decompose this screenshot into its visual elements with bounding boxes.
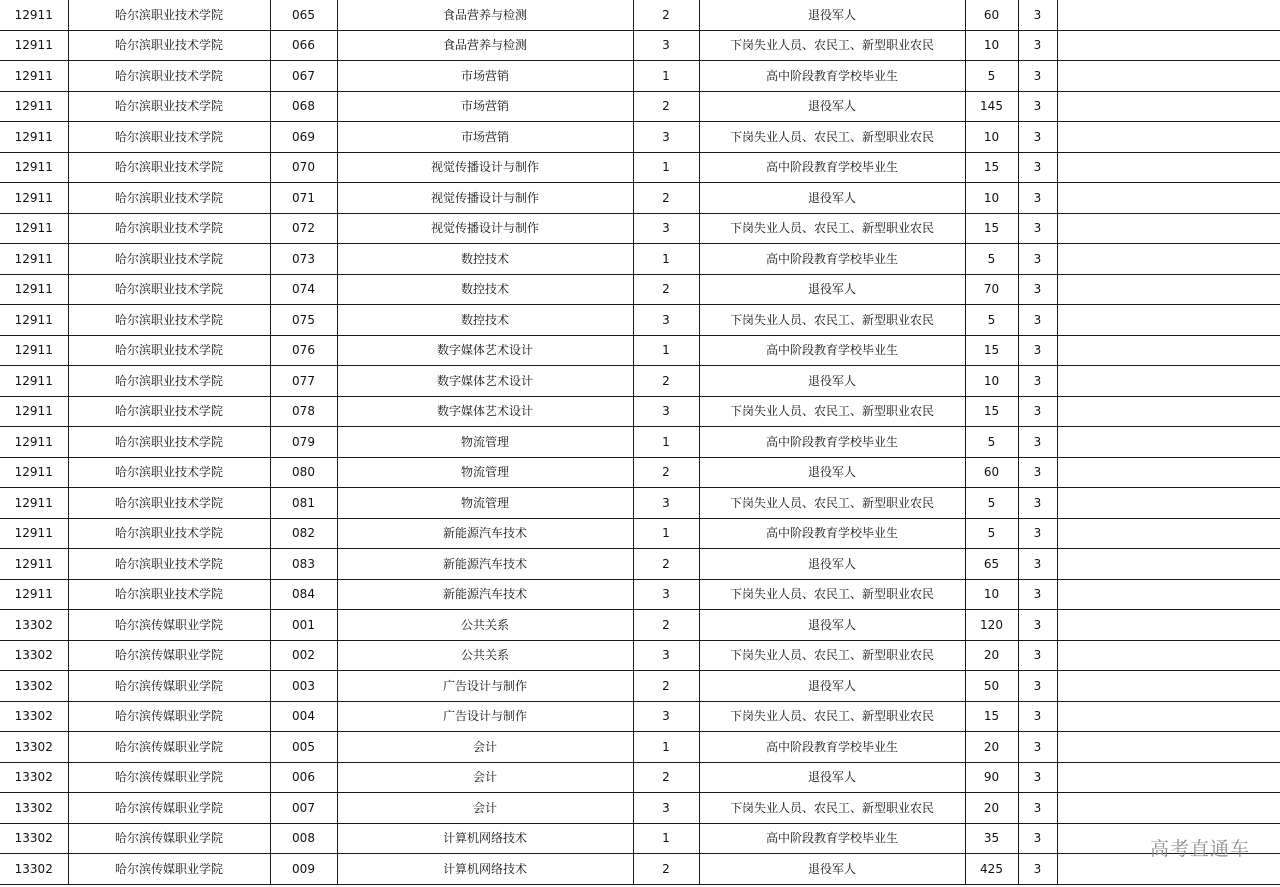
school-code-cell: 13302	[0, 732, 68, 763]
note-cell	[1057, 366, 1280, 397]
years-cell: 3	[1018, 457, 1057, 488]
years-cell: 3	[1018, 122, 1057, 153]
note-cell	[1057, 488, 1280, 519]
category-cell: 3	[633, 793, 699, 824]
table-row	[0, 671, 1280, 702]
target-group-cell: 高中阶段教育学校毕业生	[699, 732, 965, 763]
major-code-cell: 071	[270, 183, 337, 214]
category-cell: 2	[633, 854, 699, 885]
school-code-cell: 12911	[0, 91, 68, 122]
watermark-text: 高考直通车	[1149, 838, 1250, 860]
years-cell: 3	[1018, 274, 1057, 305]
target-group-cell: 下岗失业人员、农民工、新型职业农民	[699, 305, 965, 336]
table-row	[0, 701, 1280, 732]
major-name-cell: 食品营养与检测	[337, 30, 633, 61]
school-name-cell: 哈尔滨职业技术学院	[68, 488, 270, 519]
note-cell	[1057, 122, 1280, 153]
major-code-cell: 082	[270, 518, 337, 549]
major-name-cell: 广告设计与制作	[337, 671, 633, 702]
quota-cell: 10	[965, 122, 1018, 153]
major-name-cell: 视觉传播设计与制作	[337, 152, 633, 183]
years-cell: 3	[1018, 213, 1057, 244]
note-cell	[1057, 274, 1280, 305]
note-cell	[1057, 549, 1280, 580]
note-cell	[1057, 335, 1280, 366]
target-group-cell: 退役军人	[699, 854, 965, 885]
category-cell: 3	[633, 488, 699, 519]
category-cell: 1	[633, 152, 699, 183]
quota-cell: 20	[965, 793, 1018, 824]
note-cell	[1057, 396, 1280, 427]
major-code-cell: 073	[270, 244, 337, 275]
category-cell: 1	[633, 823, 699, 854]
major-code-cell: 006	[270, 762, 337, 793]
table-row	[0, 396, 1280, 427]
target-group-cell: 退役军人	[699, 91, 965, 122]
school-code-cell: 12911	[0, 396, 68, 427]
category-cell: 2	[633, 610, 699, 641]
major-code-cell: 080	[270, 457, 337, 488]
years-cell: 3	[1018, 549, 1057, 580]
major-code-cell: 070	[270, 152, 337, 183]
major-name-cell: 数字媒体艺术设计	[337, 396, 633, 427]
target-group-cell: 高中阶段教育学校毕业生	[699, 823, 965, 854]
category-cell: 2	[633, 0, 699, 30]
note-cell	[1057, 823, 1280, 854]
quota-cell: 60	[965, 457, 1018, 488]
quota-cell: 15	[965, 213, 1018, 244]
target-group-cell: 退役军人	[699, 671, 965, 702]
years-cell: 3	[1018, 701, 1057, 732]
major-code-cell: 005	[270, 732, 337, 763]
note-cell	[1057, 610, 1280, 641]
major-code-cell: 008	[270, 823, 337, 854]
major-code-cell: 065	[270, 0, 337, 30]
table-row	[0, 152, 1280, 183]
target-group-cell: 退役军人	[699, 457, 965, 488]
table-row	[0, 335, 1280, 366]
major-code-cell: 001	[270, 610, 337, 641]
quota-cell: 5	[965, 488, 1018, 519]
quota-cell: 10	[965, 366, 1018, 397]
major-code-cell: 076	[270, 335, 337, 366]
category-cell: 1	[633, 518, 699, 549]
school-code-cell: 12911	[0, 457, 68, 488]
table-row	[0, 30, 1280, 61]
school-name-cell: 哈尔滨传媒职业学院	[68, 671, 270, 702]
major-code-cell: 009	[270, 854, 337, 885]
school-name-cell: 哈尔滨职业技术学院	[68, 396, 270, 427]
table-row	[0, 122, 1280, 153]
table-row	[0, 61, 1280, 92]
quota-cell: 20	[965, 640, 1018, 671]
major-code-cell: 002	[270, 640, 337, 671]
major-code-cell: 072	[270, 213, 337, 244]
school-name-cell: 哈尔滨传媒职业学院	[68, 640, 270, 671]
quota-cell: 10	[965, 30, 1018, 61]
target-group-cell: 下岗失业人员、农民工、新型职业农民	[699, 640, 965, 671]
major-name-cell: 数字媒体艺术设计	[337, 366, 633, 397]
years-cell: 3	[1018, 823, 1057, 854]
school-code-cell: 13302	[0, 823, 68, 854]
target-group-cell: 下岗失业人员、农民工、新型职业农民	[699, 396, 965, 427]
school-name-cell: 哈尔滨职业技术学院	[68, 213, 270, 244]
years-cell: 3	[1018, 640, 1057, 671]
category-cell: 3	[633, 122, 699, 153]
category-cell: 2	[633, 91, 699, 122]
note-cell	[1057, 61, 1280, 92]
major-name-cell: 物流管理	[337, 488, 633, 519]
table-row	[0, 823, 1280, 854]
school-code-cell: 13302	[0, 762, 68, 793]
years-cell: 3	[1018, 610, 1057, 641]
major-code-cell: 075	[270, 305, 337, 336]
table-row	[0, 183, 1280, 214]
note-cell	[1057, 0, 1280, 30]
quota-cell: 5	[965, 61, 1018, 92]
quota-cell: 10	[965, 183, 1018, 214]
note-cell	[1057, 30, 1280, 61]
note-cell	[1057, 244, 1280, 275]
school-name-cell: 哈尔滨传媒职业学院	[68, 701, 270, 732]
major-code-cell: 081	[270, 488, 337, 519]
major-name-cell: 食品营养与检测	[337, 0, 633, 30]
school-code-cell: 12911	[0, 335, 68, 366]
major-name-cell: 市场营销	[337, 61, 633, 92]
major-name-cell: 公共关系	[337, 610, 633, 641]
major-name-cell: 计算机网络技术	[337, 854, 633, 885]
school-name-cell: 哈尔滨职业技术学院	[68, 91, 270, 122]
target-group-cell: 下岗失业人员、农民工、新型职业农民	[699, 488, 965, 519]
target-group-cell: 退役军人	[699, 274, 965, 305]
school-name-cell: 哈尔滨职业技术学院	[68, 0, 270, 30]
target-group-cell: 下岗失业人员、农民工、新型职业农民	[699, 122, 965, 153]
major-code-cell: 074	[270, 274, 337, 305]
table-row	[0, 518, 1280, 549]
school-name-cell: 哈尔滨职业技术学院	[68, 244, 270, 275]
years-cell: 3	[1018, 152, 1057, 183]
school-code-cell: 12911	[0, 305, 68, 336]
school-name-cell: 哈尔滨职业技术学院	[68, 274, 270, 305]
category-cell: 1	[633, 732, 699, 763]
school-code-cell: 12911	[0, 244, 68, 275]
quota-cell: 50	[965, 671, 1018, 702]
table-row	[0, 488, 1280, 519]
category-cell: 2	[633, 762, 699, 793]
school-name-cell: 哈尔滨传媒职业学院	[68, 762, 270, 793]
school-name-cell: 哈尔滨传媒职业学院	[68, 793, 270, 824]
quota-cell: 5	[965, 518, 1018, 549]
table-row	[0, 274, 1280, 305]
years-cell: 3	[1018, 518, 1057, 549]
school-name-cell: 哈尔滨传媒职业学院	[68, 854, 270, 885]
quota-cell: 15	[965, 701, 1018, 732]
quota-cell: 15	[965, 152, 1018, 183]
major-name-cell: 新能源汽车技术	[337, 579, 633, 610]
target-group-cell: 退役军人	[699, 549, 965, 580]
school-name-cell: 哈尔滨职业技术学院	[68, 30, 270, 61]
target-group-cell: 退役军人	[699, 0, 965, 30]
category-cell: 1	[633, 427, 699, 458]
target-group-cell: 退役军人	[699, 366, 965, 397]
school-code-cell: 13302	[0, 701, 68, 732]
years-cell: 3	[1018, 579, 1057, 610]
school-code-cell: 12911	[0, 366, 68, 397]
quota-cell: 10	[965, 579, 1018, 610]
school-code-cell: 12911	[0, 183, 68, 214]
school-code-cell: 13302	[0, 671, 68, 702]
target-group-cell: 退役军人	[699, 183, 965, 214]
major-name-cell: 会计	[337, 762, 633, 793]
category-cell: 2	[633, 549, 699, 580]
major-name-cell: 计算机网络技术	[337, 823, 633, 854]
target-group-cell: 高中阶段教育学校毕业生	[699, 427, 965, 458]
target-group-cell: 高中阶段教育学校毕业生	[699, 518, 965, 549]
category-cell: 2	[633, 671, 699, 702]
quota-cell: 15	[965, 396, 1018, 427]
target-group-cell: 下岗失业人员、农民工、新型职业农民	[699, 793, 965, 824]
category-cell: 1	[633, 61, 699, 92]
school-code-cell: 12911	[0, 488, 68, 519]
major-name-cell: 数控技术	[337, 274, 633, 305]
quota-cell: 5	[965, 427, 1018, 458]
note-cell	[1057, 457, 1280, 488]
target-group-cell: 高中阶段教育学校毕业生	[699, 152, 965, 183]
quota-cell: 5	[965, 244, 1018, 275]
school-code-cell: 13302	[0, 793, 68, 824]
target-group-cell: 下岗失业人员、农民工、新型职业农民	[699, 701, 965, 732]
school-code-cell: 12911	[0, 427, 68, 458]
years-cell: 3	[1018, 732, 1057, 763]
years-cell: 3	[1018, 335, 1057, 366]
major-code-cell: 069	[270, 122, 337, 153]
quota-cell: 20	[965, 732, 1018, 763]
table-row	[0, 213, 1280, 244]
school-name-cell: 哈尔滨职业技术学院	[68, 61, 270, 92]
years-cell: 3	[1018, 488, 1057, 519]
years-cell: 3	[1018, 305, 1057, 336]
major-name-cell: 广告设计与制作	[337, 701, 633, 732]
table-row	[0, 640, 1280, 671]
note-cell	[1057, 213, 1280, 244]
category-cell: 2	[633, 183, 699, 214]
category-cell: 3	[633, 213, 699, 244]
target-group-cell: 退役军人	[699, 762, 965, 793]
note-cell	[1057, 640, 1280, 671]
major-name-cell: 物流管理	[337, 457, 633, 488]
years-cell: 3	[1018, 366, 1057, 397]
category-cell: 3	[633, 396, 699, 427]
note-cell	[1057, 793, 1280, 824]
school-code-cell: 13302	[0, 640, 68, 671]
target-group-cell: 高中阶段教育学校毕业生	[699, 244, 965, 275]
category-cell: 3	[633, 30, 699, 61]
school-name-cell: 哈尔滨职业技术学院	[68, 183, 270, 214]
table-row	[0, 610, 1280, 641]
quota-cell: 5	[965, 305, 1018, 336]
years-cell: 3	[1018, 396, 1057, 427]
years-cell: 3	[1018, 244, 1057, 275]
years-cell: 3	[1018, 30, 1057, 61]
major-code-cell: 084	[270, 579, 337, 610]
school-name-cell: 哈尔滨职业技术学院	[68, 152, 270, 183]
note-cell	[1057, 183, 1280, 214]
major-name-cell: 会计	[337, 793, 633, 824]
years-cell: 3	[1018, 427, 1057, 458]
major-code-cell: 083	[270, 549, 337, 580]
major-code-cell: 003	[270, 671, 337, 702]
major-name-cell: 公共关系	[337, 640, 633, 671]
quota-cell: 15	[965, 335, 1018, 366]
school-code-cell: 12911	[0, 152, 68, 183]
years-cell: 3	[1018, 61, 1057, 92]
note-cell	[1057, 152, 1280, 183]
table-row	[0, 732, 1280, 763]
major-name-cell: 新能源汽车技术	[337, 518, 633, 549]
category-cell: 3	[633, 701, 699, 732]
table-row	[0, 91, 1280, 122]
category-cell: 1	[633, 335, 699, 366]
school-code-cell: 12911	[0, 30, 68, 61]
school-name-cell: 哈尔滨职业技术学院	[68, 549, 270, 580]
years-cell: 3	[1018, 0, 1057, 30]
category-cell: 3	[633, 640, 699, 671]
school-name-cell: 哈尔滨职业技术学院	[68, 518, 270, 549]
years-cell: 3	[1018, 183, 1057, 214]
school-name-cell: 哈尔滨职业技术学院	[68, 579, 270, 610]
category-cell: 3	[633, 305, 699, 336]
major-code-cell: 066	[270, 30, 337, 61]
target-group-cell: 下岗失业人员、农民工、新型职业农民	[699, 30, 965, 61]
table-row	[0, 579, 1280, 610]
major-name-cell: 数字媒体艺术设计	[337, 335, 633, 366]
major-name-cell: 市场营销	[337, 122, 633, 153]
major-code-cell: 067	[270, 61, 337, 92]
major-code-cell: 078	[270, 396, 337, 427]
school-code-cell: 12911	[0, 0, 68, 30]
major-code-cell: 007	[270, 793, 337, 824]
major-name-cell: 数控技术	[337, 305, 633, 336]
table-row	[0, 244, 1280, 275]
table-row	[0, 366, 1280, 397]
school-name-cell: 哈尔滨传媒职业学院	[68, 823, 270, 854]
table-row	[0, 427, 1280, 458]
school-name-cell: 哈尔滨职业技术学院	[68, 305, 270, 336]
note-cell	[1057, 854, 1280, 885]
target-group-cell: 下岗失业人员、农民工、新型职业农民	[699, 579, 965, 610]
years-cell: 3	[1018, 762, 1057, 793]
major-name-cell: 新能源汽车技术	[337, 549, 633, 580]
category-cell: 2	[633, 366, 699, 397]
table-row	[0, 549, 1280, 580]
years-cell: 3	[1018, 91, 1057, 122]
note-cell	[1057, 762, 1280, 793]
school-code-cell: 12911	[0, 518, 68, 549]
major-name-cell: 视觉传播设计与制作	[337, 213, 633, 244]
school-name-cell: 哈尔滨传媒职业学院	[68, 610, 270, 641]
note-cell	[1057, 427, 1280, 458]
school-code-cell: 12911	[0, 274, 68, 305]
quota-cell: 145	[965, 91, 1018, 122]
note-cell	[1057, 732, 1280, 763]
school-name-cell: 哈尔滨职业技术学院	[68, 366, 270, 397]
years-cell: 3	[1018, 671, 1057, 702]
major-name-cell: 数控技术	[337, 244, 633, 275]
table-row	[0, 305, 1280, 336]
school-name-cell: 哈尔滨传媒职业学院	[68, 732, 270, 763]
major-code-cell: 068	[270, 91, 337, 122]
quota-cell: 120	[965, 610, 1018, 641]
school-code-cell: 13302	[0, 610, 68, 641]
table-row	[0, 457, 1280, 488]
quota-cell: 425	[965, 854, 1018, 885]
category-cell: 1	[633, 244, 699, 275]
major-name-cell: 市场营销	[337, 91, 633, 122]
major-code-cell: 077	[270, 366, 337, 397]
target-group-cell: 下岗失业人员、农民工、新型职业农民	[699, 213, 965, 244]
school-name-cell: 哈尔滨职业技术学院	[68, 122, 270, 153]
target-group-cell: 高中阶段教育学校毕业生	[699, 61, 965, 92]
category-cell: 3	[633, 579, 699, 610]
table-row	[0, 0, 1280, 30]
school-name-cell: 哈尔滨职业技术学院	[68, 457, 270, 488]
quota-cell: 70	[965, 274, 1018, 305]
school-code-cell: 12911	[0, 549, 68, 580]
category-cell: 2	[633, 457, 699, 488]
major-code-cell: 079	[270, 427, 337, 458]
target-group-cell: 高中阶段教育学校毕业生	[699, 335, 965, 366]
note-cell	[1057, 701, 1280, 732]
note-cell	[1057, 518, 1280, 549]
school-code-cell: 13302	[0, 854, 68, 885]
school-code-cell: 12911	[0, 213, 68, 244]
major-name-cell: 物流管理	[337, 427, 633, 458]
note-cell	[1057, 91, 1280, 122]
school-code-cell: 12911	[0, 122, 68, 153]
note-cell	[1057, 579, 1280, 610]
major-code-cell: 004	[270, 701, 337, 732]
note-cell	[1057, 305, 1280, 336]
school-name-cell: 哈尔滨职业技术学院	[68, 427, 270, 458]
quota-cell: 65	[965, 549, 1018, 580]
target-group-cell: 退役军人	[699, 610, 965, 641]
note-cell	[1057, 671, 1280, 702]
major-name-cell: 会计	[337, 732, 633, 763]
years-cell: 3	[1018, 793, 1057, 824]
major-name-cell: 视觉传播设计与制作	[337, 183, 633, 214]
school-code-cell: 12911	[0, 61, 68, 92]
table-row	[0, 854, 1280, 885]
category-cell: 2	[633, 274, 699, 305]
quota-cell: 90	[965, 762, 1018, 793]
years-cell: 3	[1018, 854, 1057, 885]
table-row	[0, 793, 1280, 824]
school-name-cell: 哈尔滨职业技术学院	[68, 335, 270, 366]
quota-cell: 60	[965, 0, 1018, 30]
quota-cell: 35	[965, 823, 1018, 854]
table-row	[0, 762, 1280, 793]
school-code-cell: 12911	[0, 579, 68, 610]
